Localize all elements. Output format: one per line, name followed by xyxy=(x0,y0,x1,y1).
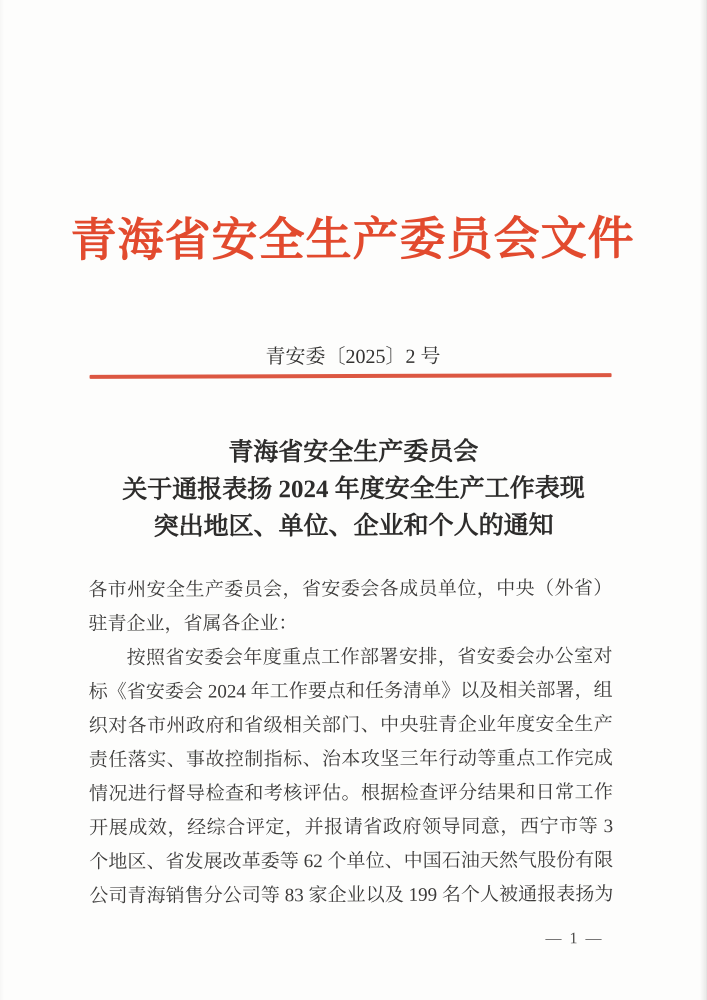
body-line: 各市州安全生产委员会，省安委会各成员单位，中央（外省） xyxy=(88,578,613,601)
page-left-edge-shadow xyxy=(0,0,4,1000)
body-line: 情况进行督导检查和考核评估。根据检查评分结果和日常工作 xyxy=(88,782,614,805)
document-header-title: 青海省安全生产委员会文件 xyxy=(70,213,635,266)
document-title-line-1: 青海省安全生产委员会 xyxy=(228,438,479,467)
page-number: — 1 — xyxy=(545,930,604,948)
document-title-line-2: 关于通报表扬 2024 年度安全生产工作表现 xyxy=(122,475,585,504)
document-body xyxy=(88,572,613,914)
body-line: 驻青企业，省属各企业： xyxy=(88,613,298,635)
body-line: 个地区、省发展改革委等 62 个单位、中国石油天然气股份有限 xyxy=(89,850,614,873)
red-divider-line xyxy=(90,373,612,379)
body-line: 织对各市州政府和省级相关部门、中央驻青企业年度安全生产 xyxy=(88,714,613,737)
doc-number: 青安委〔2025〕2 号 xyxy=(265,345,441,369)
body-line: 按照省安委会年度重点工作部署安排，省安委会办公室对 xyxy=(126,646,613,669)
body-line: 公司青海销售分公司等 83 家企业以及 199 名个人被通报表扬为 xyxy=(89,884,614,907)
page-right-edge-shadow xyxy=(700,0,707,1000)
body-line: 开展成效，经综合评定，并报请省政府领导同意，西宁市等 3 xyxy=(89,816,614,839)
body-line: 责任落实、事故控制指标、治本攻坚三年行动等重点工作完成 xyxy=(88,748,613,771)
document-title xyxy=(0,433,707,546)
body-line: 标《省安委会 2024 年工作要点和任务清单》以及相关部署，组 xyxy=(88,680,613,703)
document-title-line-3: 突出地区、单位、企业和个人的通知 xyxy=(153,512,554,541)
